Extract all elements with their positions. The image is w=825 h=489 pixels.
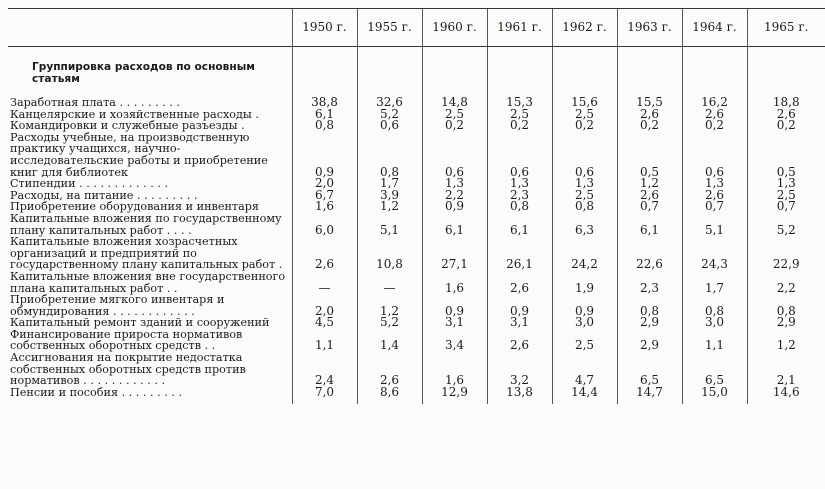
cell-value: 8,6 — [357, 387, 422, 399]
table-row — [8, 294, 825, 317]
cell-value: 2,6 — [357, 352, 422, 387]
row-label — [8, 132, 292, 178]
cell-value: 0,8 — [682, 294, 747, 317]
cell-value: 15,5 — [617, 97, 682, 109]
cell-value: 1,3 — [552, 178, 617, 190]
cell-value: 6,1 — [422, 213, 487, 236]
cell-value: 0,7 — [617, 201, 682, 213]
cell-value: 2,5 — [552, 190, 617, 202]
cell-value: 5,1 — [357, 213, 422, 236]
cell-value: 3,4 — [422, 329, 487, 352]
cell-value: 0,2 — [487, 120, 552, 132]
row-label — [8, 352, 292, 387]
cell-value: 2,9 — [617, 329, 682, 352]
cell-value: 16,2 — [682, 97, 747, 109]
cell-value: 0,2 — [422, 120, 487, 132]
leader-dots: . . — [201, 339, 216, 353]
cell-value: 0,5 — [617, 132, 682, 178]
cell-value: 3,9 — [357, 190, 422, 202]
row-label-text: Пенсии и пособия — [10, 385, 119, 399]
cell-value: 2,3 — [487, 190, 552, 202]
cell-value: 14,6 — [747, 387, 825, 399]
header-corner — [8, 9, 292, 47]
cell-value: 0,8 — [552, 201, 617, 213]
year-header: 1955 г. — [357, 9, 422, 47]
cell-value: 1,3 — [422, 178, 487, 190]
row-label-text: Стипендии — [10, 177, 76, 191]
row-label-text: Капитальный ремонт зданий и сооружений — [10, 316, 270, 330]
row-label — [8, 329, 292, 352]
cell-value: 2,2 — [747, 271, 825, 294]
cell-value: 6,7 — [292, 190, 357, 202]
cell-value: 1,1 — [682, 329, 747, 352]
cell-value: 2,1 — [747, 352, 825, 387]
cell-value: 2,5 — [552, 109, 617, 121]
cell-value: 1,2 — [357, 294, 422, 317]
cell-value: 10,8 — [357, 236, 422, 271]
cell-value: 2,6 — [487, 271, 552, 294]
cell-value: 2,5 — [552, 329, 617, 352]
year-header: 1962 г. — [552, 9, 617, 47]
cell-value: 2,6 — [682, 190, 747, 202]
cell-value: 1,1 — [292, 329, 357, 352]
cell-value: 2,6 — [747, 109, 825, 121]
cell-value: 2,4 — [292, 352, 357, 387]
expenditure-table — [8, 8, 825, 404]
year-header: 1960 г. — [422, 9, 487, 47]
row-label — [8, 271, 292, 294]
cell-value: 0,6 — [487, 132, 552, 178]
cell-value: 15,6 — [552, 97, 617, 109]
cell-value: — — [292, 271, 357, 294]
leader-dots: . . — [163, 281, 178, 295]
cell-value: 6,5 — [617, 352, 682, 387]
cell-value: 1,2 — [357, 201, 422, 213]
cell-value: 3,1 — [422, 317, 487, 329]
cell-value: 5,1 — [682, 213, 747, 236]
cell-value: 26,1 — [487, 236, 552, 271]
leader-dots: . . . . — [163, 223, 192, 237]
table-row — [8, 132, 825, 178]
cell-value: 15,0 — [682, 387, 747, 399]
cell-value: 22,6 — [617, 236, 682, 271]
cell-value: 5,2 — [747, 213, 825, 236]
cell-value: 38,8 — [292, 97, 357, 109]
cell-value: 1,6 — [422, 352, 487, 387]
cell-value: 2,9 — [617, 317, 682, 329]
cell-value: 0,2 — [617, 120, 682, 132]
table-row — [8, 271, 825, 294]
cell-value: 15,3 — [487, 97, 552, 109]
leader-dots: . . . . . . . . . — [115, 96, 180, 109]
row-label — [8, 294, 292, 317]
cell-value: 0,9 — [487, 294, 552, 317]
cell-value: 0,6 — [357, 120, 422, 132]
table-bottom — [8, 398, 825, 404]
year-header: 1964 г. — [682, 9, 747, 47]
cell-value: 3,1 — [487, 317, 552, 329]
row-label — [8, 236, 292, 271]
cell-value: 1,3 — [682, 178, 747, 190]
cell-value: 13,8 — [487, 387, 552, 399]
row-label-text: Приобретение оборудования и инвентаря — [10, 200, 259, 214]
cell-value: 27,1 — [422, 236, 487, 271]
leader-dots: . . . . . . . . . — [118, 385, 183, 399]
cell-value: 6,3 — [552, 213, 617, 236]
cell-value: 0,8 — [292, 120, 357, 132]
cell-value: 6,0 — [292, 213, 357, 236]
cell-value: — — [357, 271, 422, 294]
row-label-text: Капитальные вложения хозрасчетных организаций и предприятий по государственному плану капитальных работ — [10, 235, 276, 272]
cell-value: 0,6 — [552, 132, 617, 178]
cell-value: 0,5 — [747, 132, 825, 178]
cell-value: 1,7 — [682, 271, 747, 294]
cell-value: 1,3 — [747, 178, 825, 190]
cell-value: 1,7 — [357, 178, 422, 190]
cell-value: 6,1 — [617, 213, 682, 236]
table-row — [8, 329, 825, 352]
cell-value: 1,2 — [617, 178, 682, 190]
cell-value: 18,8 — [747, 97, 825, 109]
cell-value: 2,9 — [747, 317, 825, 329]
row-label-text: Канцелярские и хозяйственные расходы — [10, 107, 252, 121]
cell-value: 0,7 — [747, 201, 825, 213]
row-label-text: Расходы учебные, на производственную практику учащихся, научно-исследовательские работы и приобретение книг для библиотек — [10, 130, 268, 179]
cell-value: 6,5 — [682, 352, 747, 387]
cell-value: 2,6 — [682, 109, 747, 121]
leader-dots: . . . . . . . . . . . . — [79, 374, 166, 388]
cell-value: 0,2 — [552, 120, 617, 132]
leader-dots: . . . . . . . . . — [133, 188, 198, 202]
year-header: 1963 г. — [617, 9, 682, 47]
cell-value: 2,0 — [292, 294, 357, 317]
row-label-text: Капитальные вложения вне государственного плана капитальных работ — [10, 269, 286, 295]
cell-value: 0,9 — [552, 294, 617, 317]
year-header: 1965 г. — [747, 9, 825, 47]
cell-value: 7,0 — [292, 387, 357, 399]
row-label — [8, 387, 292, 399]
cell-value: 6,1 — [292, 109, 357, 121]
section-row — [8, 47, 825, 98]
cell-value: 2,3 — [617, 271, 682, 294]
cell-value: 6,1 — [487, 213, 552, 236]
section-title: Группировка расходов по основным статьям — [32, 61, 255, 85]
row-label-text: Финансирование прироста нормативов собственных оборотных средств — [10, 327, 243, 353]
cell-value: 1,9 — [552, 271, 617, 294]
row-label — [8, 213, 292, 236]
leader-dots: . — [237, 119, 245, 133]
row-label-text: Приобретение мягкого инвентаря и обмундирования — [10, 293, 225, 318]
year-header: 1950 г. — [292, 9, 357, 47]
cell-value: 24,2 — [552, 236, 617, 271]
table-row — [8, 236, 825, 271]
cell-value: 2,0 — [292, 178, 357, 190]
table-row — [8, 387, 825, 399]
cell-value: 0,9 — [422, 201, 487, 213]
row-label-text: Расходы, на питание — [10, 188, 134, 202]
cell-value: 2,5 — [487, 109, 552, 121]
leader-dots: . . . . . . . . . . . . . — [75, 177, 169, 191]
header-row — [8, 9, 825, 47]
cell-value: 3,0 — [552, 317, 617, 329]
year-header: 1961 г. — [487, 9, 552, 47]
cell-value: 1,3 — [487, 178, 552, 190]
cell-value: 32,6 — [357, 97, 422, 109]
cell-value: 0,9 — [292, 132, 357, 178]
cell-value: 1,2 — [747, 329, 825, 352]
cell-value: 2,6 — [617, 109, 682, 121]
cell-value: 5,2 — [357, 109, 422, 121]
cell-value: 0,2 — [682, 120, 747, 132]
row-label-text: Командировки и служебные разъезды — [10, 119, 238, 133]
table-row — [8, 352, 825, 387]
cell-value: 0,6 — [422, 132, 487, 178]
cell-value: 1,6 — [422, 271, 487, 294]
cell-value: 3,0 — [682, 317, 747, 329]
cell-value: 2,6 — [292, 236, 357, 271]
cell-value: 4,7 — [552, 352, 617, 387]
cell-value: 0,2 — [747, 120, 825, 132]
cell-value: 2,6 — [617, 190, 682, 202]
leader-dots: . — [275, 258, 283, 272]
cell-value: 14,7 — [617, 387, 682, 399]
cell-value: 0,9 — [422, 294, 487, 317]
cell-value: 2,6 — [487, 329, 552, 352]
cell-value: 2,5 — [422, 109, 487, 121]
cell-value: 24,3 — [682, 236, 747, 271]
cell-value: 2,5 — [747, 190, 825, 202]
cell-value: 14,8 — [422, 97, 487, 109]
cell-value: 14,4 — [552, 387, 617, 399]
row-label-text: Ассигнования на покрытие недостатка собственных оборотных средств против нормативов — [10, 351, 246, 388]
leader-dots: . — [251, 107, 259, 121]
table-row — [8, 213, 825, 236]
row-label-text: Заработная плата — [10, 96, 116, 109]
cell-value: 0,8 — [487, 201, 552, 213]
cell-value: 12,9 — [422, 387, 487, 399]
cell-value: 4,5 — [292, 317, 357, 329]
cell-value: 1,4 — [357, 329, 422, 352]
cell-value: 2,2 — [422, 190, 487, 202]
cell-value: 0,8 — [617, 294, 682, 317]
cell-value: 3,2 — [487, 352, 552, 387]
row-label-text: Капитальные вложения по государственному плану капитальных работ — [10, 211, 282, 237]
cell-value: 0,8 — [357, 132, 422, 178]
cell-value: 0,7 — [682, 201, 747, 213]
leader-dots: . . . . . . . . . . . . — [109, 304, 195, 318]
cell-value: 5,2 — [357, 317, 422, 329]
cell-value: 0,6 — [682, 132, 747, 178]
cell-value: 22,9 — [747, 236, 825, 271]
cell-value: 1,6 — [292, 201, 357, 213]
cell-value: 0,8 — [747, 294, 825, 317]
